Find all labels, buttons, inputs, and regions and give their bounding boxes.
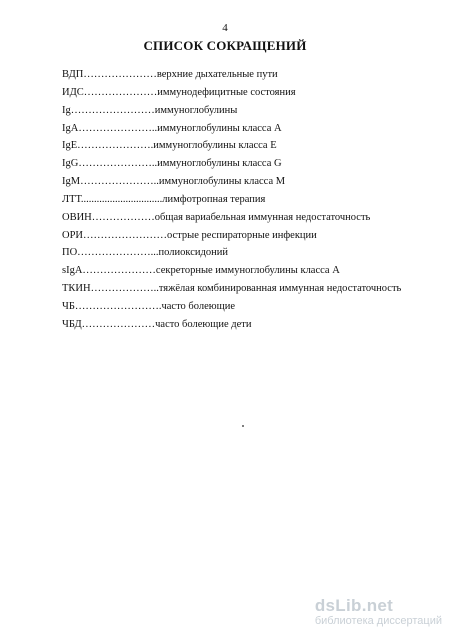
abbreviation-term: ЧБД bbox=[62, 318, 82, 330]
abbreviation-leader: …………………… bbox=[70, 104, 155, 116]
abbreviation-leader: …………………... bbox=[77, 247, 159, 259]
abbreviation-definition: секреторные иммуноглобулины класса А bbox=[155, 265, 340, 277]
abbreviation-definition: тяжёлая комбинированная иммунная недостаточность bbox=[158, 283, 402, 295]
abbreviation-definition: иммуноглобулины класса G bbox=[157, 158, 282, 170]
abbreviation-row bbox=[62, 84, 432, 102]
abbreviation-leader: …………………… bbox=[83, 229, 168, 241]
abbreviation-row bbox=[62, 66, 432, 84]
abbreviation-definition: полиоксидоний bbox=[158, 247, 228, 259]
abbreviation-row bbox=[62, 155, 432, 173]
abbreviation-row bbox=[62, 298, 432, 316]
abbreviation-term: Ig bbox=[62, 104, 71, 116]
abbreviation-row bbox=[62, 137, 432, 155]
abbreviation-term: IgE bbox=[62, 140, 78, 152]
abbreviation-term: ЛТТ bbox=[62, 193, 81, 205]
abbreviation-term: ПО bbox=[62, 247, 78, 259]
abbreviation-definition: иммунодефицитные состояния bbox=[157, 86, 296, 98]
abbreviation-term: ЧБ bbox=[62, 300, 75, 312]
abbreviation-row bbox=[62, 316, 432, 334]
abbreviation-term: IgM bbox=[62, 176, 81, 188]
abbreviation-leader: ............................... bbox=[80, 193, 163, 205]
abbreviation-term: IgA bbox=[62, 122, 79, 134]
abbreviation-definition: общая вариабельная иммунная недостаточность bbox=[154, 211, 371, 223]
abbreviation-row bbox=[62, 120, 432, 138]
site-watermark bbox=[315, 597, 442, 628]
abbreviation-term: ВДП bbox=[62, 69, 84, 80]
abbreviation-term: ИДС bbox=[62, 86, 84, 98]
abbreviation-definition: часто болеющие bbox=[161, 300, 235, 312]
abbreviation-term: ТКИН bbox=[62, 283, 91, 295]
abbreviation-leader: …………………. bbox=[77, 140, 154, 152]
abbreviation-leader: ……………….. bbox=[90, 283, 159, 295]
abbreviation-row bbox=[62, 227, 432, 245]
page-title: СПИСОК СОКРАЩЕНИЙ bbox=[143, 38, 307, 53]
abbreviation-leader: ………………… bbox=[83, 86, 158, 98]
abbreviation-definition: часто болеющие дети bbox=[155, 318, 252, 330]
abbreviation-row bbox=[62, 262, 432, 280]
page-number: 4 bbox=[222, 22, 228, 34]
abbreviation-row bbox=[62, 173, 432, 191]
watermark-logo: dsLib.net bbox=[314, 596, 394, 615]
abbreviation-leader: ………………….. bbox=[78, 158, 158, 170]
abbreviation-leader: ……………………. bbox=[74, 300, 162, 312]
abbreviation-definition: верхние дыхательные пути bbox=[156, 69, 278, 80]
abbreviation-leader: ………………… bbox=[83, 69, 157, 80]
abbreviation-list bbox=[62, 66, 432, 334]
abbreviation-definition: острые респираторные инфекции bbox=[167, 229, 317, 241]
abbreviation-term: sIgA bbox=[62, 265, 83, 277]
abbreviation-leader: ……………… bbox=[91, 211, 155, 223]
abbreviation-definition: иммуноглобулины класса А bbox=[157, 122, 282, 134]
abbreviation-row bbox=[62, 209, 432, 227]
abbreviation-term: ОВИН bbox=[62, 211, 92, 223]
abbreviation-definition: лимфотропная терапия bbox=[162, 193, 266, 205]
abbreviation-leader: ………………… bbox=[81, 318, 156, 330]
scan-speck bbox=[242, 425, 244, 427]
abbreviation-leader: ………………….. bbox=[80, 176, 159, 188]
abbreviation-definition: иммуноглобулины класса М bbox=[158, 176, 286, 188]
abbreviation-term: ОРИ bbox=[62, 229, 84, 241]
watermark-subtitle: библиотека диссертаций bbox=[314, 615, 442, 627]
abbreviation-row bbox=[62, 191, 432, 209]
abbreviation-row bbox=[62, 244, 432, 262]
abbreviation-term: IgG bbox=[62, 158, 79, 170]
abbreviation-definition: иммуноглобулины bbox=[154, 104, 238, 116]
abbreviation-row bbox=[62, 280, 432, 298]
abbreviation-row bbox=[62, 102, 432, 120]
abbreviation-leader: ………………… bbox=[82, 265, 156, 277]
abbreviation-definition: иммуноглобулины класса Е bbox=[153, 140, 277, 152]
abbreviation-leader: ………………….. bbox=[78, 122, 158, 134]
